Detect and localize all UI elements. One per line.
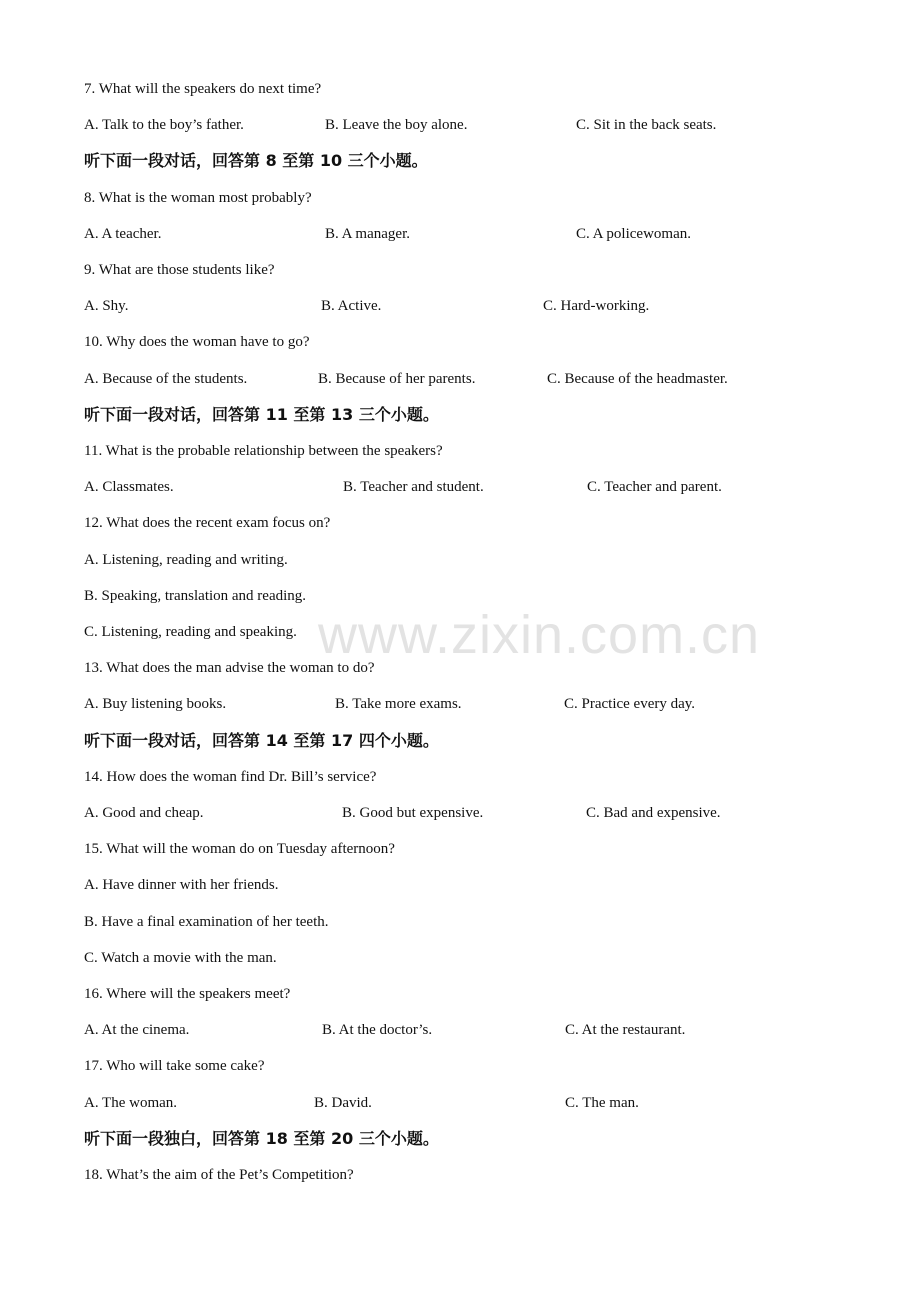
answer-option: A. A teacher. <box>84 226 162 242</box>
question-text: 11. What is the probable relationship between the speakers? <box>84 443 443 459</box>
answer-option: B. At the doctor’s. <box>322 1022 433 1038</box>
answer-option: B. Leave the boy alone. <box>325 117 468 133</box>
answer-option: A. Because of the students. <box>84 371 248 387</box>
answer-option: C. Teacher and parent. <box>587 479 722 495</box>
question-text: 10. Why does the woman have to go? <box>84 334 310 350</box>
question-text: 16. Where will the speakers meet? <box>84 986 291 1002</box>
answer-option: A. Good and cheap. <box>84 805 204 821</box>
answer-option: A. Shy. <box>84 298 129 314</box>
answer-option: B. Teacher and student. <box>343 479 484 495</box>
answer-option: B. David. <box>314 1095 372 1111</box>
section-heading: 听下面一段独白，回答第 18 至第 20 三个小题。 <box>84 1129 439 1148</box>
section-heading: 听下面一段对话，回答第 8 至第 10 三个小题。 <box>84 151 428 170</box>
question-text: 17. Who will take some cake? <box>84 1058 265 1074</box>
answer-option: C. A policewoman. <box>576 226 691 242</box>
question-text: 12. What does the recent exam focus on? <box>84 515 331 531</box>
question-text: 8. What is the woman most probably? <box>84 190 312 206</box>
question-text: A. Have dinner with her friends. <box>84 877 279 893</box>
answer-option: C. Hard-working. <box>543 298 650 314</box>
answer-option: B. Active. <box>321 298 382 314</box>
answer-option: A. Classmates. <box>84 479 174 495</box>
question-text: 13. What does the man advise the woman to do? <box>84 660 375 676</box>
question-text: 14. How does the woman find Dr. Bill’s service? <box>84 769 377 785</box>
answer-option: C. Bad and expensive. <box>586 805 721 821</box>
answer-option: B. Good but expensive. <box>342 805 484 821</box>
question-text: B. Speaking, translation and reading. <box>84 588 307 604</box>
answer-option: C. Sit in the back seats. <box>576 117 717 133</box>
answer-option: A. The woman. <box>84 1095 178 1111</box>
answer-option: C. The man. <box>565 1095 639 1111</box>
section-heading: 听下面一段对话，回答第 11 至第 13 三个小题。 <box>84 405 439 424</box>
question-text: 9. What are those students like? <box>84 262 275 278</box>
answer-option: A. Talk to the boy’s father. <box>84 117 244 133</box>
answer-option: C. Practice every day. <box>564 696 696 712</box>
question-text: C. Listening, reading and speaking. <box>84 624 297 640</box>
watermark: www.zixin.com.cn <box>318 605 761 665</box>
question-text: 18. What’s the aim of the Pet’s Competition? <box>84 1167 354 1183</box>
answer-option: C. Because of the headmaster. <box>547 371 728 387</box>
answer-option: C. At the restaurant. <box>565 1022 686 1038</box>
question-text: 15. What will the woman do on Tuesday afternoon? <box>84 841 395 857</box>
answer-option: A. Buy listening books. <box>84 696 227 712</box>
question-text: C. Watch a movie with the man. <box>84 950 277 966</box>
question-text: 7. What will the speakers do next time? <box>84 81 322 97</box>
question-text: B. Have a final examination of her teeth. <box>84 914 329 930</box>
answer-option: B. Take more exams. <box>335 696 462 712</box>
section-heading: 听下面一段对话，回答第 14 至第 17 四个小题。 <box>84 731 439 750</box>
answer-option: B. Because of her parents. <box>318 371 476 387</box>
question-text: A. Listening, reading and writing. <box>84 552 288 568</box>
answer-option: A. At the cinema. <box>84 1022 190 1038</box>
answer-option: B. A manager. <box>325 226 410 242</box>
